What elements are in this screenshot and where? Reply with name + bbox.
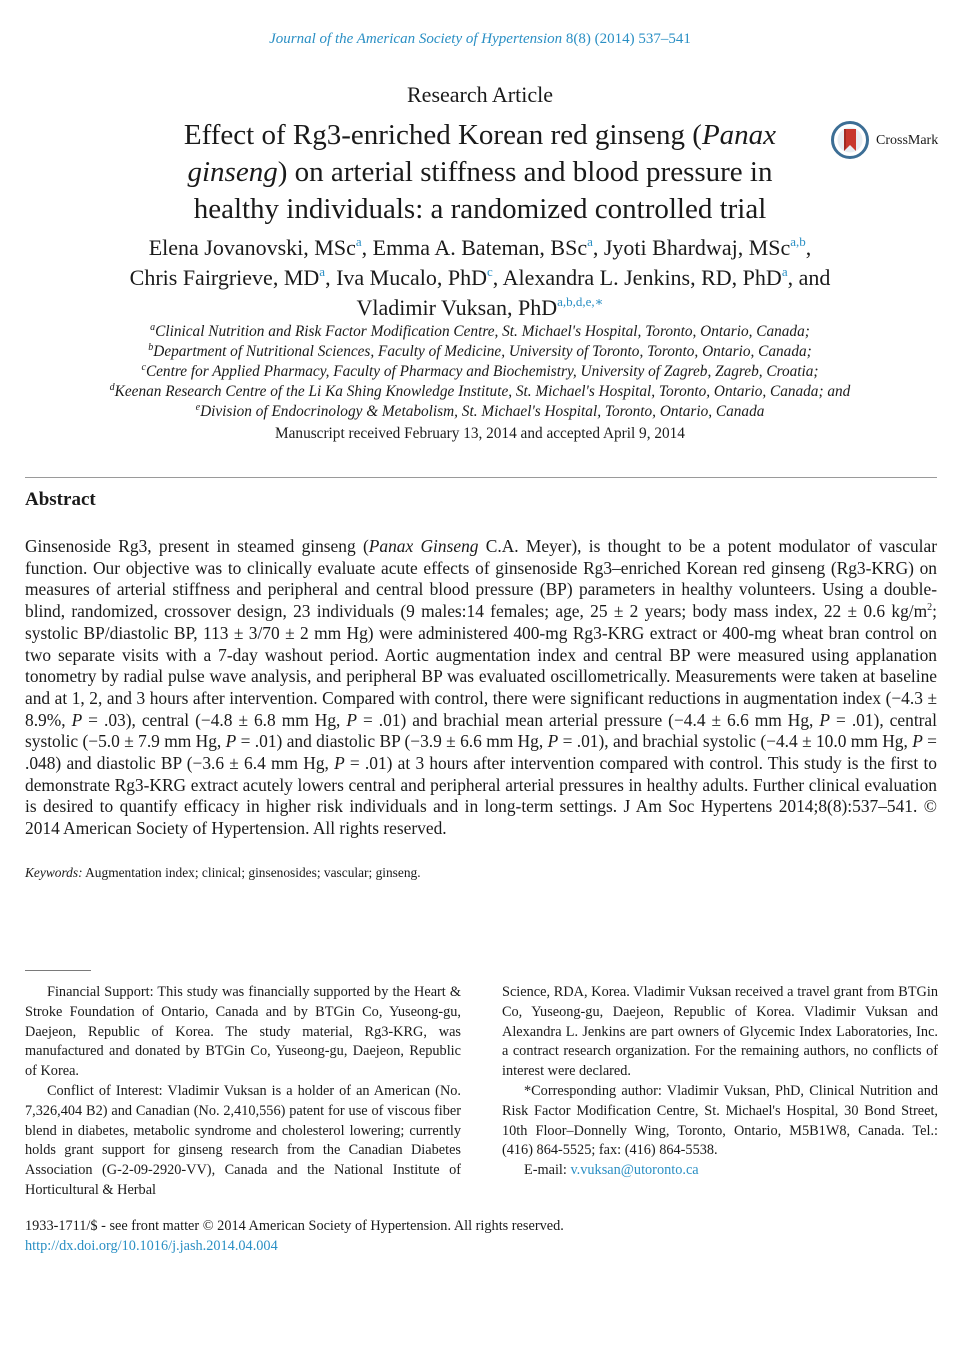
title-line1-prefix: Effect of Rg3-enriched Korean red ginseng ( [183,119,702,151]
crossmark-label: CrossMark [876,133,939,148]
author-separator: , [805,235,812,260]
author-name: Vladimir Vuksan, PhD [356,295,558,320]
author-affiliation-link[interactable]: c [486,264,493,279]
author [503,265,831,290]
corresponding-author-note: *Corresponding author: Vladimir Vuksan, PhD, Clinical Nutrition and Risk Factor Modification Centre, St. Michael's Hospital, 30 Bond Street, 10th Floor–Donnelly Wing, Toronto, Ontario, M5B1W8, Canada. Tel.: (416) 864-5525; fax: (416) 864-5538. [502,1082,938,1159]
affiliation-text: Clinical Nutrition and Risk Factor Modification Centre, St. Michael's Hospital, Toronto, Ontario, Canada; [155,323,810,340]
title-line3: healthy individuals: a randomized controlled trial [193,193,767,225]
p-value-symbol: P [819,709,831,730]
front-matter [25,1216,564,1256]
abstract-paragraph [25,536,937,840]
author-name: Alexandra L. Jenkins, RD, PhD [502,265,782,290]
abstract-heading: Abstract [25,489,96,510]
author [604,235,811,260]
journal-header[interactable] [0,31,960,48]
title-species-genus: Panax [701,119,777,151]
affiliation-key: e [195,402,201,413]
footnote-divider [25,970,91,971]
crossmark-button[interactable] [831,121,943,163]
affiliation-key: c [141,362,146,373]
p-value-symbol: P [225,731,237,752]
journal-name[interactable]: Journal of the American Society of Hypertension [269,31,563,47]
abstract-text: C.A. Meyer), is thought to be a potent modulator of vascular function. Our objective was to clinically evaluate acute effects of ginsenoside Rg3–enriched Korean red ginseng (Rg3-KRG) on measures of arterial stiffness and peripheral and central blood pressure (BP) parameters in healthy volunteers. Using a double-blind, randomized, crossover design, 23 individuals (9 males:14 females; age, 25 ± 2 years; body mass index, 22 ± 0.6 kg/m [25,536,937,622]
p-value-symbol: P [547,731,559,752]
author-name: Chris Fairgrieve, MD [129,265,320,290]
crossmark-bookmark-icon [831,121,869,159]
journal-issue-info: 8(8) (2014) 537–541 [565,31,691,47]
manuscript-dates: Manuscript received February 13, 2014 and accepted April 9, 2014 [275,425,685,442]
abstract-text: ; systolic BP/diastolic BP, 113 ± 3/70 ± 2 mm Hg) were administered 400-mg Rg3-KRG extract or 400-mg wheat bran control on two separate visits with a 7-day washout period. Aortic augmentation index and central BP were measured using applanation tonometry by radial pulse wave analysis, and peripheral BP was evaluated oscillometrically. Measurements were taken at baseline and at 1, 2, and 3 hours after intervention. Compared with control, there were significant reductions in augmentation index (−4.3 ± 8.9%, [25,601,937,730]
affiliation-text: Keenan Research Centre of the Li Ka Shing Knowledge Institute, St. Michael's Hospital, Toronto, Ontario, Canada; and [114,383,851,400]
conflict-of-interest-note-continued: Science, RDA, Korea. Vladimir Vuksan received a travel grant from BTGin Co, Yuseong-gu, Daejeon, Republic of Korea. Vladimir Vuksan and Alexandra L. Jenkins are part owners of Glycemic Index Laboratories, Inc. a contract research organization. For the remaining authors, no conflicts of interest were declared. [502,984,938,1080]
abstract-text: = .01) at 3 hours after intervention compared with control. This study is the first to demonstrate Rg3-KRG extract acutely lowers central and peripheral arterial pressures in healthy adults. Further clinical evaluation is desired to quantify efficacy in higher risk individuals and in long-term settings. J Am Soc Hypertens 2014;8(8):537–541. © 2014 American Society of Hypertension. All rights reserved. [25,753,937,839]
abstract-text: = .048) and diastolic BP (−3.6 ± 6.4 mm Hg, [25,731,937,774]
abstract-text: = .01), and brachial systolic (−4.4 ± 10.0 mm Hg, [558,731,913,752]
email-label: E-mail: [524,1162,571,1179]
author-separator: , [325,265,337,290]
article-type-label: Research Article [407,82,553,107]
author-separator: , [361,235,373,260]
p-value-symbol: P [71,709,83,730]
abstract-body [25,536,937,840]
abstract-text: = .01), central systolic (−5.0 ± 7.9 mm Hg, [25,709,937,752]
abstract-text: = .01) and brachial mean arterial pressure (−4.4 ± 6.6 mm Hg, [356,709,820,730]
affiliation-item [40,382,920,402]
affiliation-item [40,342,920,362]
author-name: Iva Mucalo, PhD [336,265,487,290]
footnotes-right-column [502,983,938,1181]
affiliation-key: d [109,382,115,393]
affiliation-key: a [150,322,156,333]
title-line2-suffix: ) on arterial stiffness and blood pressure in [277,156,773,188]
author-affiliation-link[interactable]: a [587,234,593,249]
affiliation-text: Division of Endocrinology & Metabolism, St. Michael's Hospital, Toronto, Ontario, Canada [200,403,765,420]
author [336,265,503,290]
keywords-text: Augmentation index; clinical; ginsenosides; vascular; ginseng. [85,865,421,880]
author-separator: , [492,265,503,290]
author [149,235,373,260]
abstract-species: Panax Ginseng [368,536,479,556]
abstract-superscript: 2 [927,602,933,614]
p-value-symbol: P [912,731,923,752]
author-list [70,233,890,323]
abstract-text: = .01) and diastolic BP (−3.9 ± 6.6 mm Hg, [236,731,548,752]
affiliation-item [40,362,920,382]
footnotes-left-column [25,983,461,1201]
author-affiliation-link[interactable]: a,b,d,e,∗ [557,294,604,309]
author-name: Emma A. Bateman, BSc [372,235,588,260]
copyright-line: 1933-1711/$ - see front matter © 2014 American Society of Hypertension. All rights reserved. [25,1218,564,1234]
affiliation-list [40,322,920,422]
title-species-epithet: ginseng [187,156,278,188]
author-name: Elena Jovanovski, MSc [148,235,356,260]
email-link[interactable]: v.vuksan@utoronto.ca [570,1162,699,1179]
abstract-text: Ginsenoside Rg3, present in steamed ginseng ( [25,536,369,556]
affiliation-text: Centre for Applied Pharmacy, Faculty of Pharmacy and Biochemistry, University of Zagreb, Zagreb, Croatia; [145,363,819,380]
conflict-of-interest-note: Conflict of Interest: Vladimir Vuksan is a holder of an American (No. 7,326,404 B2) and Canadian (No. 2,410,556) patent for use of viscous fiber blend in diabetes, metabolic syndrome and cholesterol lowering; currently holds grant support for ginseng research from the Canadian Diabetes Association (G-2-09-2920-VV), Canada and the National Institute of Horticultural & Herbal [25,1082,461,1198]
abstract-text: = .03), central (−4.8 ± 6.8 mm Hg, [82,709,347,730]
author [373,235,604,260]
author [130,265,336,290]
author-affiliation-link[interactable]: a [319,264,326,279]
author-affiliation-link[interactable]: a [781,264,788,279]
author-separator: , [592,235,604,260]
affiliation-text: Department of Nutritional Sciences, Faculty of Medicine, University of Toronto, Toronto, Ontario, Canada; [153,343,812,360]
author-name: Jyoti Bhardwaj, MSc [603,235,791,260]
header-divider [25,477,937,478]
keywords [25,865,421,881]
p-value-symbol: P [334,753,345,774]
author-affiliation-link[interactable]: a [355,234,362,249]
author-affiliation-link[interactable]: a,b [790,234,806,249]
article-title [140,117,820,228]
author [357,295,604,320]
author-separator: , and [787,265,831,290]
affiliation-key: b [148,342,154,353]
email-line [502,1161,938,1181]
affiliation-item [40,322,920,342]
keywords-label: Keywords: [25,865,83,880]
doi-link[interactable]: http://dx.doi.org/10.1016/j.jash.2014.04.004 [25,1238,278,1254]
affiliation-item [40,402,920,422]
financial-support-note: Financial Support: This study was financially supported by the Heart & Stroke Foundation of Ontario, Canada and by BTGin Co, Yuseong-gu, Daejeon, Republic of Korea. The study material, Rg3-KRG, was manufactured and donated by BTGin Co, Yuseong-gu, Daejeon, Republic of Korea. [25,984,461,1080]
p-value-symbol: P [346,709,357,730]
